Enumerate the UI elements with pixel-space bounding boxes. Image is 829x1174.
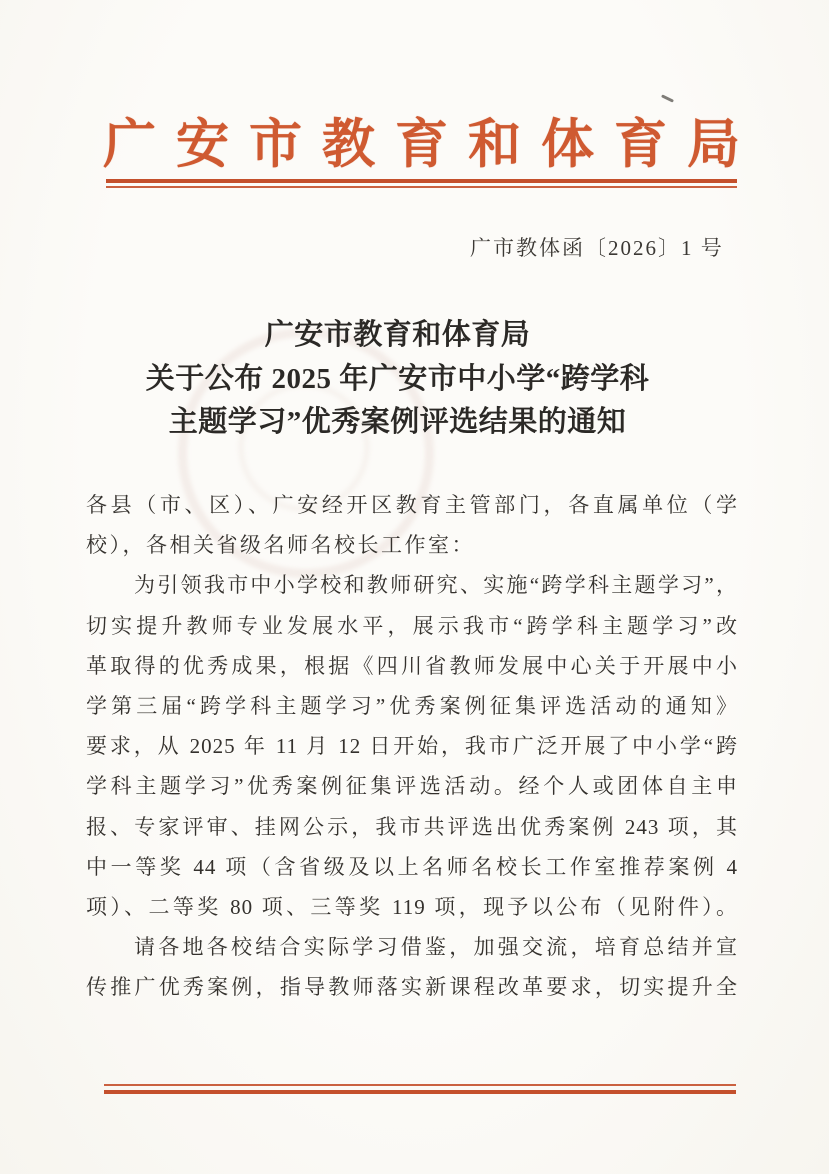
letterhead-agency-name: 广安市教育和体育局 [103,116,760,174]
body-line: 学第三届“跨学科主题学习”优秀案例征集评选活动的通知》 [86,693,738,718]
body-line: 传推广优秀案例，指导教师落实新课程改革要求，切实提升全 [86,975,738,1000]
body-line: 报、专家评审、挂网公示，我市共评选出优秀案例 243 项，其 [86,814,738,839]
document-title-line-2: 关于公布 2025 年广安市中小学“跨学科 [145,362,650,395]
body-line: 项）、二等奖 80 项、三等奖 119 项，现予以公布（见附件）。 [86,894,738,919]
document-title-line-3: 主题学习”优秀案例评选结果的通知 [168,406,627,438]
body-line-salutation-2: 校），各相关省级名师名校长工作室： [86,533,475,558]
document-title-line-1: 广安市教育和体育局 [264,319,531,351]
body-line: 学科主题学习”优秀案例征集评选活动。经个人或团体自主申 [86,774,738,799]
body-line: 革取得的优秀成果，根据《四川省教师发展中心关于开展中小 [86,653,738,678]
letterhead-rule-thin [106,186,737,188]
letterhead-rule-thick [106,179,737,183]
body-line: 请各地各校结合实际学习借鉴，加强交流，培育总结并宣 [134,935,738,960]
document-number: 广市教体函〔2026〕1 号 [470,236,724,260]
body-line: 为引领我市中小学校和教师研究、实施“跨学科主题学习”， [134,573,738,598]
document-title [0,314,795,445]
body-line: 中一等奖 44 项（含省级及以上名师名校长工作室推荐案例 4 [86,854,738,879]
body-line-salutation-1: 各县（市、区）、广安经开区教育主管部门，各直属单位（学 [86,493,738,517]
document-body [86,485,738,1007]
footer-rule-thick [104,1090,736,1094]
body-line: 要求，从 2025 年 11 月 12 日开始，我市广泛开展了中小学“跨 [86,734,738,759]
body-line: 切实提升教师专业发展水平，展示我市“跨学科主题学习”改 [86,613,738,638]
footer-rule-thin [104,1084,736,1086]
stray-ink-mark [661,94,674,102]
